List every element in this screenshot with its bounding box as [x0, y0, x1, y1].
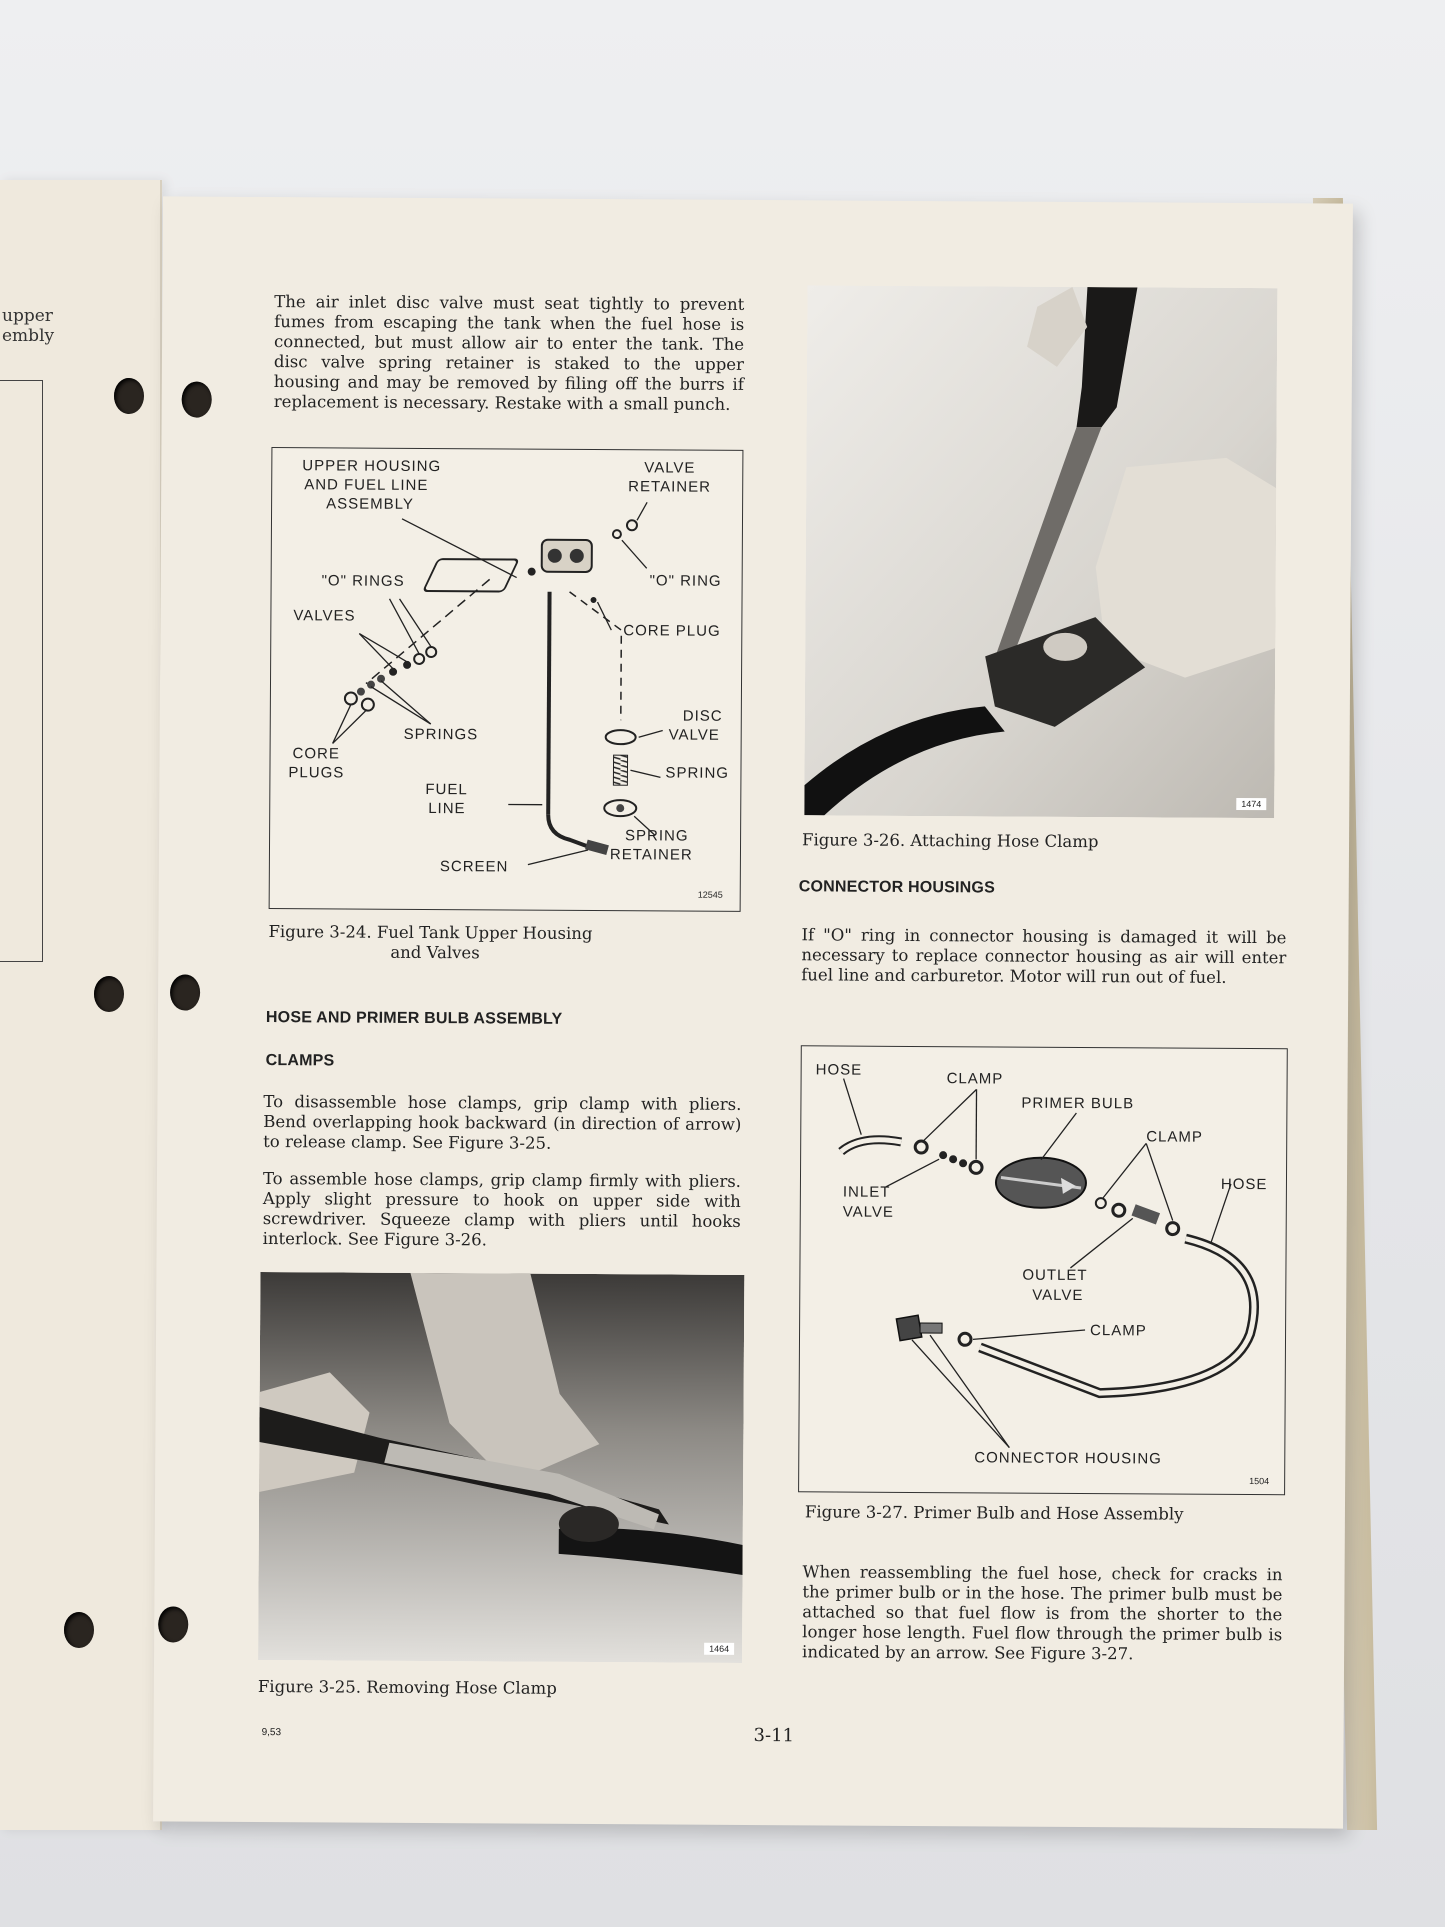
label-outlet-valve: VALVE: [1032, 1286, 1084, 1305]
figure-3-25-photo: [258, 1272, 744, 1663]
removing-hose-clamp-photo: [258, 1272, 744, 1663]
manual-page: [153, 196, 1353, 1828]
punch-hole: [182, 381, 212, 417]
label-upper-housing: ASSEMBLY: [326, 495, 414, 513]
page-number: 3-11: [753, 1725, 795, 1747]
left-page: [0, 180, 162, 1830]
label-clamp: CLAMP: [1090, 1322, 1147, 1340]
figure-3-24-caption: and Valves: [390, 942, 480, 963]
label-valve-retainer: RETAINER: [628, 478, 711, 496]
figure-number: 12545: [697, 889, 723, 900]
figure-number: 1504: [1249, 1476, 1270, 1487]
figure-3-27-diagram: [798, 1045, 1288, 1495]
label-core-plug: CORE PLUG: [623, 622, 721, 640]
figure-3-27-caption: Figure 3-27. Primer Bulb and Hose Assembly: [804, 1502, 1184, 1524]
figure-3-25-caption: Figure 3-25. Removing Hose Clamp: [257, 1676, 557, 1698]
label-valve-retainer: VALVE: [644, 459, 696, 477]
label-spring-retainer: SPRING: [625, 827, 689, 845]
date-code: 9,53: [261, 1727, 282, 1739]
section-heading: HOSE AND PRIMER BULB ASSEMBLY: [265, 1009, 563, 1028]
label-fuel-line: FUEL: [425, 780, 468, 799]
figure-number: 1464: [704, 1643, 734, 1655]
label-core-plugs: CORE: [292, 745, 340, 763]
label-inlet-valve: VALVE: [842, 1203, 894, 1221]
label-fuel-line: LINE: [428, 800, 466, 818]
attaching-hose-clamp-photo: [804, 285, 1277, 818]
label-inlet-valve: INLET: [842, 1183, 891, 1201]
figure-number: 1474: [1236, 798, 1266, 810]
label-core-plugs: PLUGS: [288, 764, 345, 782]
label-clamp: CLAMP: [946, 1070, 1004, 1088]
connector-heading: CONNECTOR HOUSINGS: [798, 878, 996, 897]
punch-hole: [114, 378, 144, 414]
primer-bulb-hose-illustration: [799, 1046, 1287, 1494]
label-upper-housing: AND FUEL LINE: [304, 476, 429, 495]
left-page-fragment: embly: [2, 326, 55, 346]
label-screen: SCREEN: [439, 858, 509, 876]
label-outlet-valve: OUTLET: [1022, 1266, 1088, 1285]
left-page-fragment: upper: [2, 306, 53, 326]
label-spring-retainer: RETAINER: [609, 846, 693, 864]
clamps-paragraph: To disassemble hose clamps, grip clamp with pliers. Bend overlapping hook backward (in direction of arrow) to release clamp. See Figure 3-25.: [263, 1092, 742, 1153]
reassembly-paragraph: When reassembling the fuel hose, check for cracks in the primer bulb or in the hose. The primer bulb must be attached so that fuel flow is from the shorter to the longer hose length. Fuel flow through the primer bulb is indicated by an arrow. See Figure 3-27.: [802, 1562, 1283, 1664]
label-disc-valve: VALVE: [668, 726, 720, 744]
label-spring: SPRING: [665, 764, 730, 782]
clamps-paragraph: To assemble hose clamps, grip clamp firmly with pliers. Apply slight pressure to hook on upper side with screwdriver. Squeeze clamp with pliers until hooks interlock. See Figure 3-26.: [262, 1169, 742, 1250]
label-connector-housing: CONNECTOR HOUSING: [974, 1449, 1162, 1468]
connector-paragraph: If "O" ring in connector housing is damaged it will be necessary to replace connector housing as air will enter fuel line and carburetor. Motor will run out of fuel.: [801, 925, 1287, 987]
figure-3-26-caption: Figure 3-26. Attaching Hose Clamp: [801, 830, 1099, 852]
label-primer-bulb: PRIMER BULB: [1021, 1094, 1135, 1113]
label-clamp: CLAMP: [1146, 1128, 1203, 1146]
fuel-tank-housing-illustration: [270, 448, 743, 911]
label-disc-valve: DISC: [682, 707, 723, 725]
label-upper-housing: UPPER HOUSING: [302, 457, 442, 476]
clamps-heading: CLAMPS: [265, 1052, 335, 1070]
label-valves: VALVES: [293, 607, 356, 625]
figure-3-26-photo: [804, 285, 1277, 818]
label-springs: SPRINGS: [403, 725, 479, 744]
left-page-box: [0, 380, 43, 962]
punch-hole: [64, 1612, 94, 1648]
punch-hole: [170, 974, 200, 1010]
figure-3-24-caption: Figure 3-24. Fuel Tank Upper Housing: [268, 922, 593, 944]
label-hose: HOSE: [1220, 1175, 1268, 1194]
label-o-ring: "O" RING: [649, 572, 722, 590]
punch-hole: [158, 1606, 188, 1642]
punch-hole: [94, 976, 124, 1012]
label-hose: HOSE: [815, 1061, 863, 1079]
figure-3-24-diagram: [269, 447, 744, 912]
label-o-rings: "O" RINGS: [321, 572, 405, 590]
intro-paragraph: The air inlet disc valve must seat tightly to prevent fumes from escaping the tank when the fuel hose is connected, but must allow air to enter the tank. The disc valve spring retainer is staked to the upper housing and may be removed by filing off the burrs if replacement is necessary. Restake with a small punch.: [273, 292, 745, 414]
